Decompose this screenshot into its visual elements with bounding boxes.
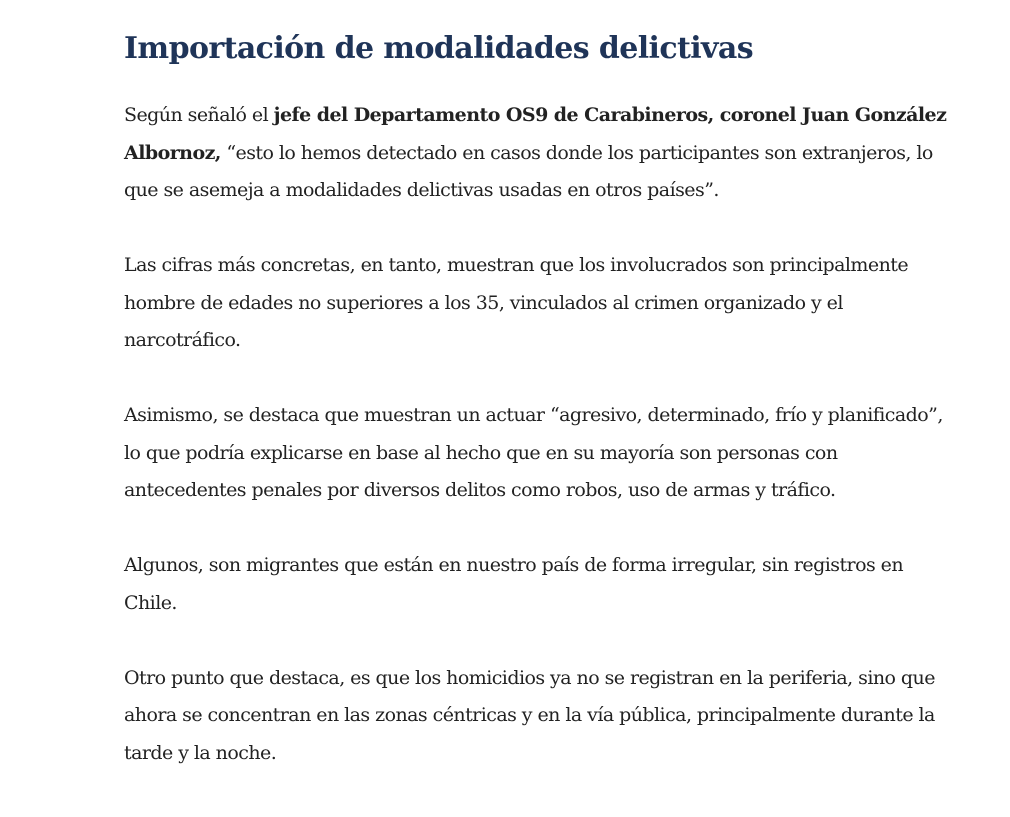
- paragraph-5: Otro punto que destaca, es que los homicidios ya no se registran en la periferia, sino que ahora se concentran en las zonas céntricas y en la vía pública, principalmente durante la tarde y la noche.: [124, 666, 935, 764]
- paragraph-3: Asimismo, se destaca que muestran un actuar “agresivo, determinado, frío y planificado”, lo que podría explicarse en base al hecho que en su mayoría son personas con antecedentes penales por diversos delitos como robos, uso de armas y tráfico.: [124, 404, 943, 501]
- paragraph-4: Algunos, son migrantes que están en nuestro país de forma irregular, sin registros en Chile.: [124, 554, 904, 614]
- paragraph-1-lead: Según señaló el: [124, 104, 274, 126]
- paragraph-2: Las cifras más concretas, en tanto, muestran que los involucrados son principalmente hombre de edades no superiores a los 35, vinculados al crimen organizado y el narcotráfico.: [124, 254, 909, 351]
- paragraph-1: [124, 97, 954, 210]
- article-body: [124, 26, 954, 772]
- paragraph-1-rest: “esto lo hemos detectado en casos donde los participantes son extranjeros, lo que se asemeja a modalidades delictivas usadas en otros países”.: [124, 141, 933, 201]
- section-heading: Importación de modalidades delictivas: [124, 31, 754, 66]
- paragraph-1-bold: jefe del Departamento OS9 de Carabineros, coronel Juan González Albornoz,: [124, 104, 947, 164]
